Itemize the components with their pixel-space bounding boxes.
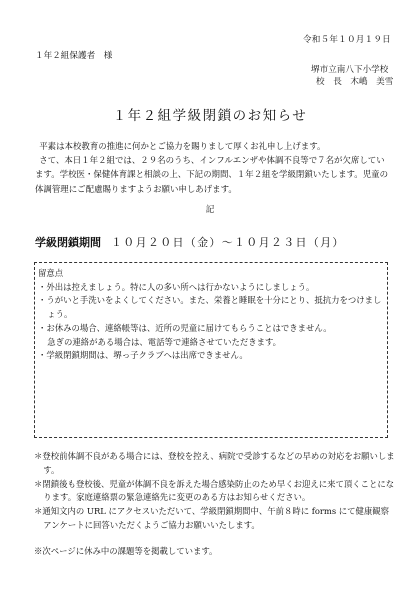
note-sub-item: 急ぎの連絡がある場合は、電話等で連絡させていただきます。 <box>47 336 282 347</box>
bottom-notes <box>34 450 396 559</box>
principal-name: 校 長 木嶋 美雪 <box>316 77 394 87</box>
ki-heading: 記 <box>205 205 215 215</box>
closure-period <box>35 234 345 250</box>
bottom-note-item: ＊登校前体調不良がある場合には、登校を控え、病院で受診するなどの早めの対応をお願いします。 <box>34 451 395 475</box>
bottom-note-item: ＊通知文内の URL にアクセスいただいて、学級閉鎖期間中、午前８時に forms にて健康観察アンケートに回答いただくようご協力お願いいたします。 <box>34 506 390 530</box>
notice-title: １年２組学級閉鎖のお知らせ <box>112 108 308 124</box>
closure-period-label: 学級閉鎖期間 <box>35 236 101 249</box>
issue-date: 令和５年１０月１９日 <box>303 35 391 45</box>
school-name: 堺市立南八下小学校 <box>311 65 389 75</box>
addressee: １年２組保護者 様 <box>35 51 113 61</box>
note-item: ・外出は控えましょう。特に人の多い所へは行かないようにしましょう。 <box>38 281 315 292</box>
notes-box <box>34 262 388 438</box>
closure-period-value: １０月２０日（金）～１０月２３日（月） <box>111 236 345 249</box>
bottom-note-item: ＊閉鎖後も登校後、児童が体調不良を訴えた場合感染防止のため早くお迎えに来て頂くことになります。家庭連絡票の緊急連絡先に変更のある方はお知らせください。 <box>34 478 395 503</box>
note-item: ・お休みの場合、連絡帳等は、近所の児童に届けてもらうことはできません。 <box>38 322 332 333</box>
note-item: ・学級閉鎖期間は、堺っ子クラブへは出席できません。 <box>38 350 248 361</box>
notes-heading: 留意点 <box>38 268 64 278</box>
body-paragraph-2: さて、本日１年２組では、２９名のうち、インフルエンザや体調不良等で７名が欠席しています。学校医・保健体育課と相談の上、下記の期間、１年２組を学級閉鎖いたします。児童の体調管理にご配慮賜りますようお願い申しあげます。 <box>35 155 389 194</box>
notice-body <box>35 139 391 196</box>
next-page-note: ※次ページに休み中の課題等を掲載しています。 <box>34 545 218 556</box>
body-paragraph-1: 平素は本校教育の推進に何かとご協力を賜りまして厚くお礼申し上げます。 <box>39 141 326 151</box>
note-item: ・うがいと手洗いをよくしてください。また、栄養と睡眠を十分にとり、抵抗力をつけましょう。 <box>38 295 382 320</box>
